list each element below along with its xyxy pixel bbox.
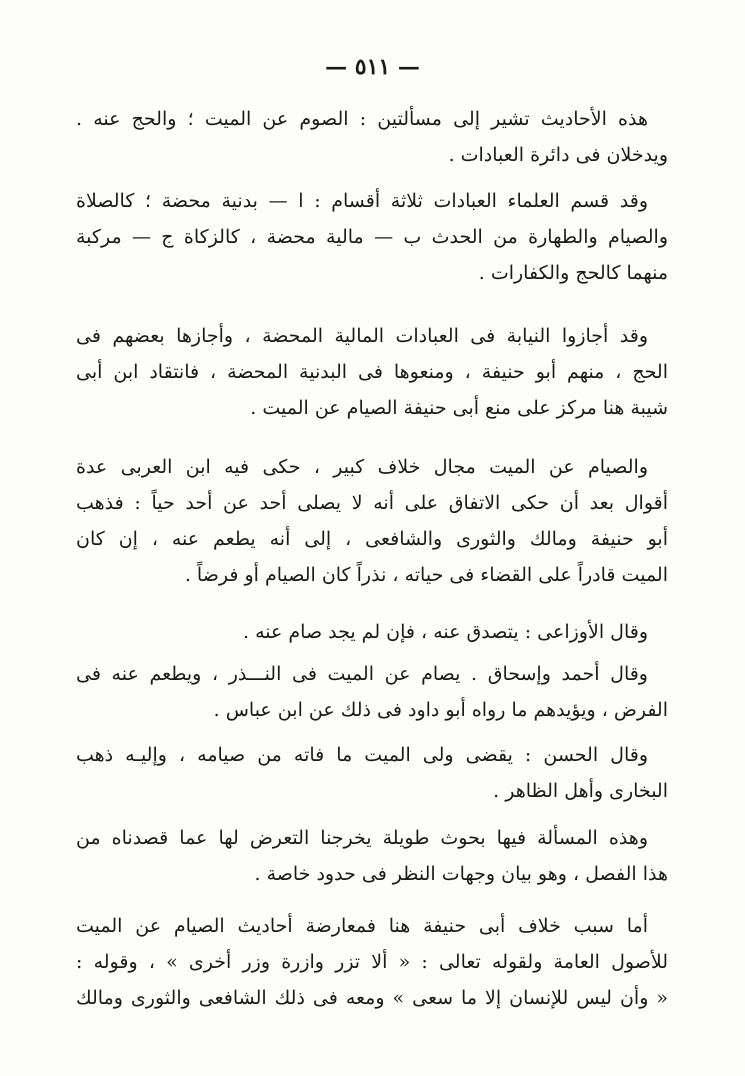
text-line: وقال الأوزاعى : يتصدق عنه ، فإن لم يجد صام عنه . <box>243 621 648 643</box>
text-line: وهذه المسألة فيها بحوث طويلة يخرجنا التعرض لها عما قصدناه من <box>76 827 648 849</box>
text-line: والصيام عن الميت مجال خلاف كبير ، حكى فيه ابن العربى عدة <box>76 456 648 478</box>
page-number: — ٥١١ — <box>325 54 420 80</box>
text-line: وقد أجازوا النيابة فى العبادات المالية المحضة ، وأجازها بعضهم فى <box>76 325 648 347</box>
paragraph-3 <box>76 318 668 426</box>
text-line: الحج ، منهم أبو حنيفة ، ومنعوها فى البدنية المحضة ، فانتقاد ابن أبى <box>76 361 668 383</box>
paragraph-1 <box>76 101 668 173</box>
paragraph-8 <box>76 820 668 892</box>
text-line: أبو حنيفة ومالك والثورى والشافعى ، إلى أنه يطعم عنه ، إن كان <box>76 528 668 550</box>
text-line: الميت قادراً على القضاء فى حياته ، نذراً كان الصيام أو فرضاً . <box>184 564 668 586</box>
text-line: وقال أحمد وإسحاق . يصام عن الميت فى النـــذر ، ويطعم عنه فى <box>76 663 648 685</box>
text-line: وقال الحسن : يقضى ولى الميت ما فاته من صيامه ، وإليـه ذهب <box>76 744 648 766</box>
paragraph-6 <box>76 656 668 728</box>
paragraph-5 <box>76 614 668 650</box>
text-line: البخارى وأهل الظاهر . <box>493 780 668 802</box>
text-line: الفرض ، ويؤيدهم ما رواه أبو داود فى ذلك عن ابن عباس . <box>213 699 668 721</box>
paragraph-9 <box>76 908 668 1016</box>
paragraph-7 <box>76 737 668 809</box>
paragraph-4 <box>76 449 668 593</box>
paragraph-2 <box>76 183 668 291</box>
text-line: هذا الفصل ، وهو بيان وجهات النظر فى حدود خاصة . <box>254 863 668 885</box>
text-line: أقوال بعد أن حكى الاتفاق على أنه لا يصلى أحد عن أحد حياً : فذهب <box>76 492 668 514</box>
text-line: ويدخلان فى دائرة العبادات . <box>448 144 668 166</box>
text-line: شيبة هنا مركز على منع أبى حنيفة الصيام عن الميت . <box>250 397 668 419</box>
text-line: وقد قسم العلماء العبادات ثلاثة أقسام : ا — بدنية محضة ؛ كالصلاة <box>76 190 648 212</box>
text-line: هذه الأحاديث تشير إلى مسألتين : الصوم عن الميت ؛ والحج عنه . <box>76 108 648 130</box>
text-line: « وأن ليس للإنسان إلا ما سعى » ومعه فى ذلك الشافعى والثورى ومالك <box>76 987 668 1009</box>
text-line: أما سبب خلاف أبى حنيفة هنا فمعارضة أحاديث الصيام عن الميت <box>76 915 648 937</box>
text-line: للأصول العامة ولقوله تعالى : « ألا تزر وازرة وزر أخرى » ، وقوله : <box>76 951 668 973</box>
text-line: منهما كالحج والكفارات . <box>478 262 668 284</box>
text-line: والصيام والطهارة من الحدث ب — مالية محضة ، كالزكاة ج — مركبة <box>76 226 668 248</box>
